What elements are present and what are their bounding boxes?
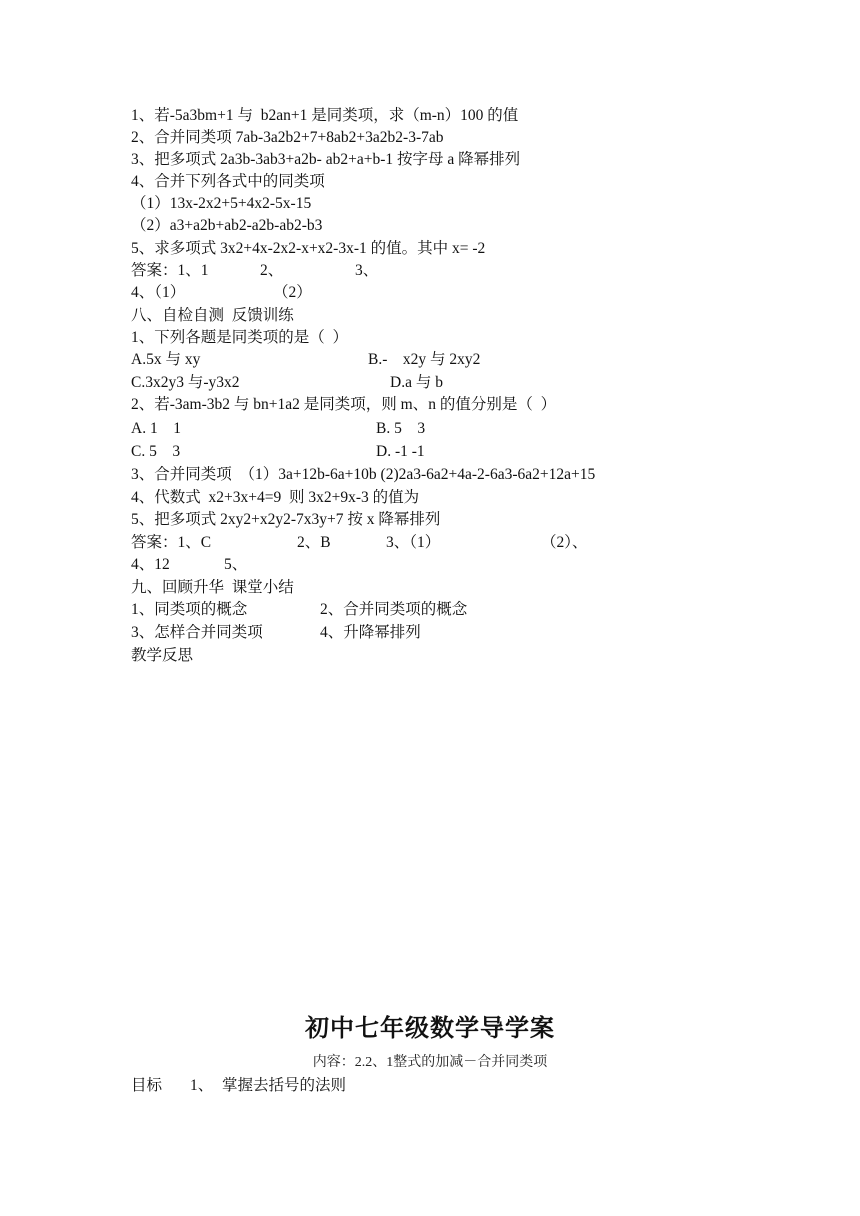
page-subtitle: 内容：2.2、1整式的加减－合并同类项 <box>312 1055 548 1070</box>
answer-3-1: 3、（1） <box>386 534 441 551</box>
exercise-3: 3、把多项式 2a3b-3ab3+a2b- ab2+a+b-1 按字母 a 降幂排列 <box>131 151 521 168</box>
question-5: 5、把多项式 2xy2+x2y2-7x3y+7 按 x 降幂排列 <box>131 511 441 528</box>
summary-item-1: 1、同类项的概念 <box>131 601 248 618</box>
question-1-option-c: C.3x2y3 与-y3x2 <box>131 374 240 391</box>
exercise-4-1: （1）13x-2x2+5+4x2-5x-15 <box>131 195 312 212</box>
section-9-heading: 九、回顾升华 课堂小结 <box>131 579 294 596</box>
answer-5: 5、 <box>224 556 248 573</box>
answer-4: 4、12 <box>131 556 170 573</box>
exercise-4: 4、合并下列各式中的同类项 <box>131 173 325 190</box>
section-8-heading: 八、自检自测 反馈训练 <box>131 307 294 324</box>
question-1-option-a: A.5x 与 xy <box>131 351 201 368</box>
goal-label: 目标 <box>131 1077 163 1094</box>
exercise-1: 1、若-5a3bm+1 与 b2an+1 是同类项，求（m-n）100 的值 <box>131 107 519 124</box>
page-title: 初中七年级数学导学案 <box>305 1014 555 1042</box>
question-1: 1、下列各题是同类项的是（ ） <box>131 329 349 346</box>
goal-text: 掌握去括号的法则 <box>222 1077 347 1094</box>
teaching-reflection: 教学反思 <box>131 647 194 664</box>
question-3: 3、合并同类项 （1）3a+12b-6a+10b (2)2a3-6a2+4a-2-6a3-6a2+12a+15 <box>131 466 596 483</box>
question-1-option-b: B.- x2y 与 2xy2 <box>368 351 481 368</box>
answers-label: 答案：1、C <box>131 534 212 551</box>
answer-4-1: 4、（1） <box>131 284 186 301</box>
question-2-option-b: B. 5 3 <box>376 420 426 437</box>
goal-number: 1、 <box>190 1077 214 1094</box>
question-1-option-d: D.a 与 b <box>390 374 443 391</box>
exercise-4-2: （2）a3+a2b+ab2-a2b-ab2-b3 <box>131 217 323 234</box>
question-2-option-a: A. 1 1 <box>131 420 181 437</box>
question-2-option-c: C. 5 3 <box>131 443 181 460</box>
answer-2: 2、 <box>260 262 284 279</box>
answer-2: 2、B <box>297 534 331 551</box>
answer-3-2: （2）、 <box>541 534 588 551</box>
question-4: 4、代数式 x2+3x+4=9 则 3x2+9x-3 的值为 <box>131 489 420 506</box>
exercise-2: 2、合并同类项 7ab-3a2b2+7+8ab2+3a2b2-3-7ab <box>131 129 444 146</box>
summary-item-2: 2、合并同类项的概念 <box>320 601 468 618</box>
exercise-5: 5、求多项式 3x2+4x-2x2-x+x2-3x-1 的值。其中 x= -2 <box>131 240 486 257</box>
answer-label: 答案：1、1 <box>131 262 209 279</box>
answer-4-2: （2） <box>273 284 312 301</box>
question-2-option-d: D. -1 -1 <box>376 443 425 460</box>
summary-item-4: 4、升降幂排列 <box>320 624 421 641</box>
summary-item-3: 3、怎样合并同类项 <box>131 624 263 641</box>
question-2: 2、若-3am-3b2 与 bn+1a2 是同类项，则 m、n 的值分别是（ ） <box>131 396 557 413</box>
answer-3: 3、 <box>355 262 379 279</box>
